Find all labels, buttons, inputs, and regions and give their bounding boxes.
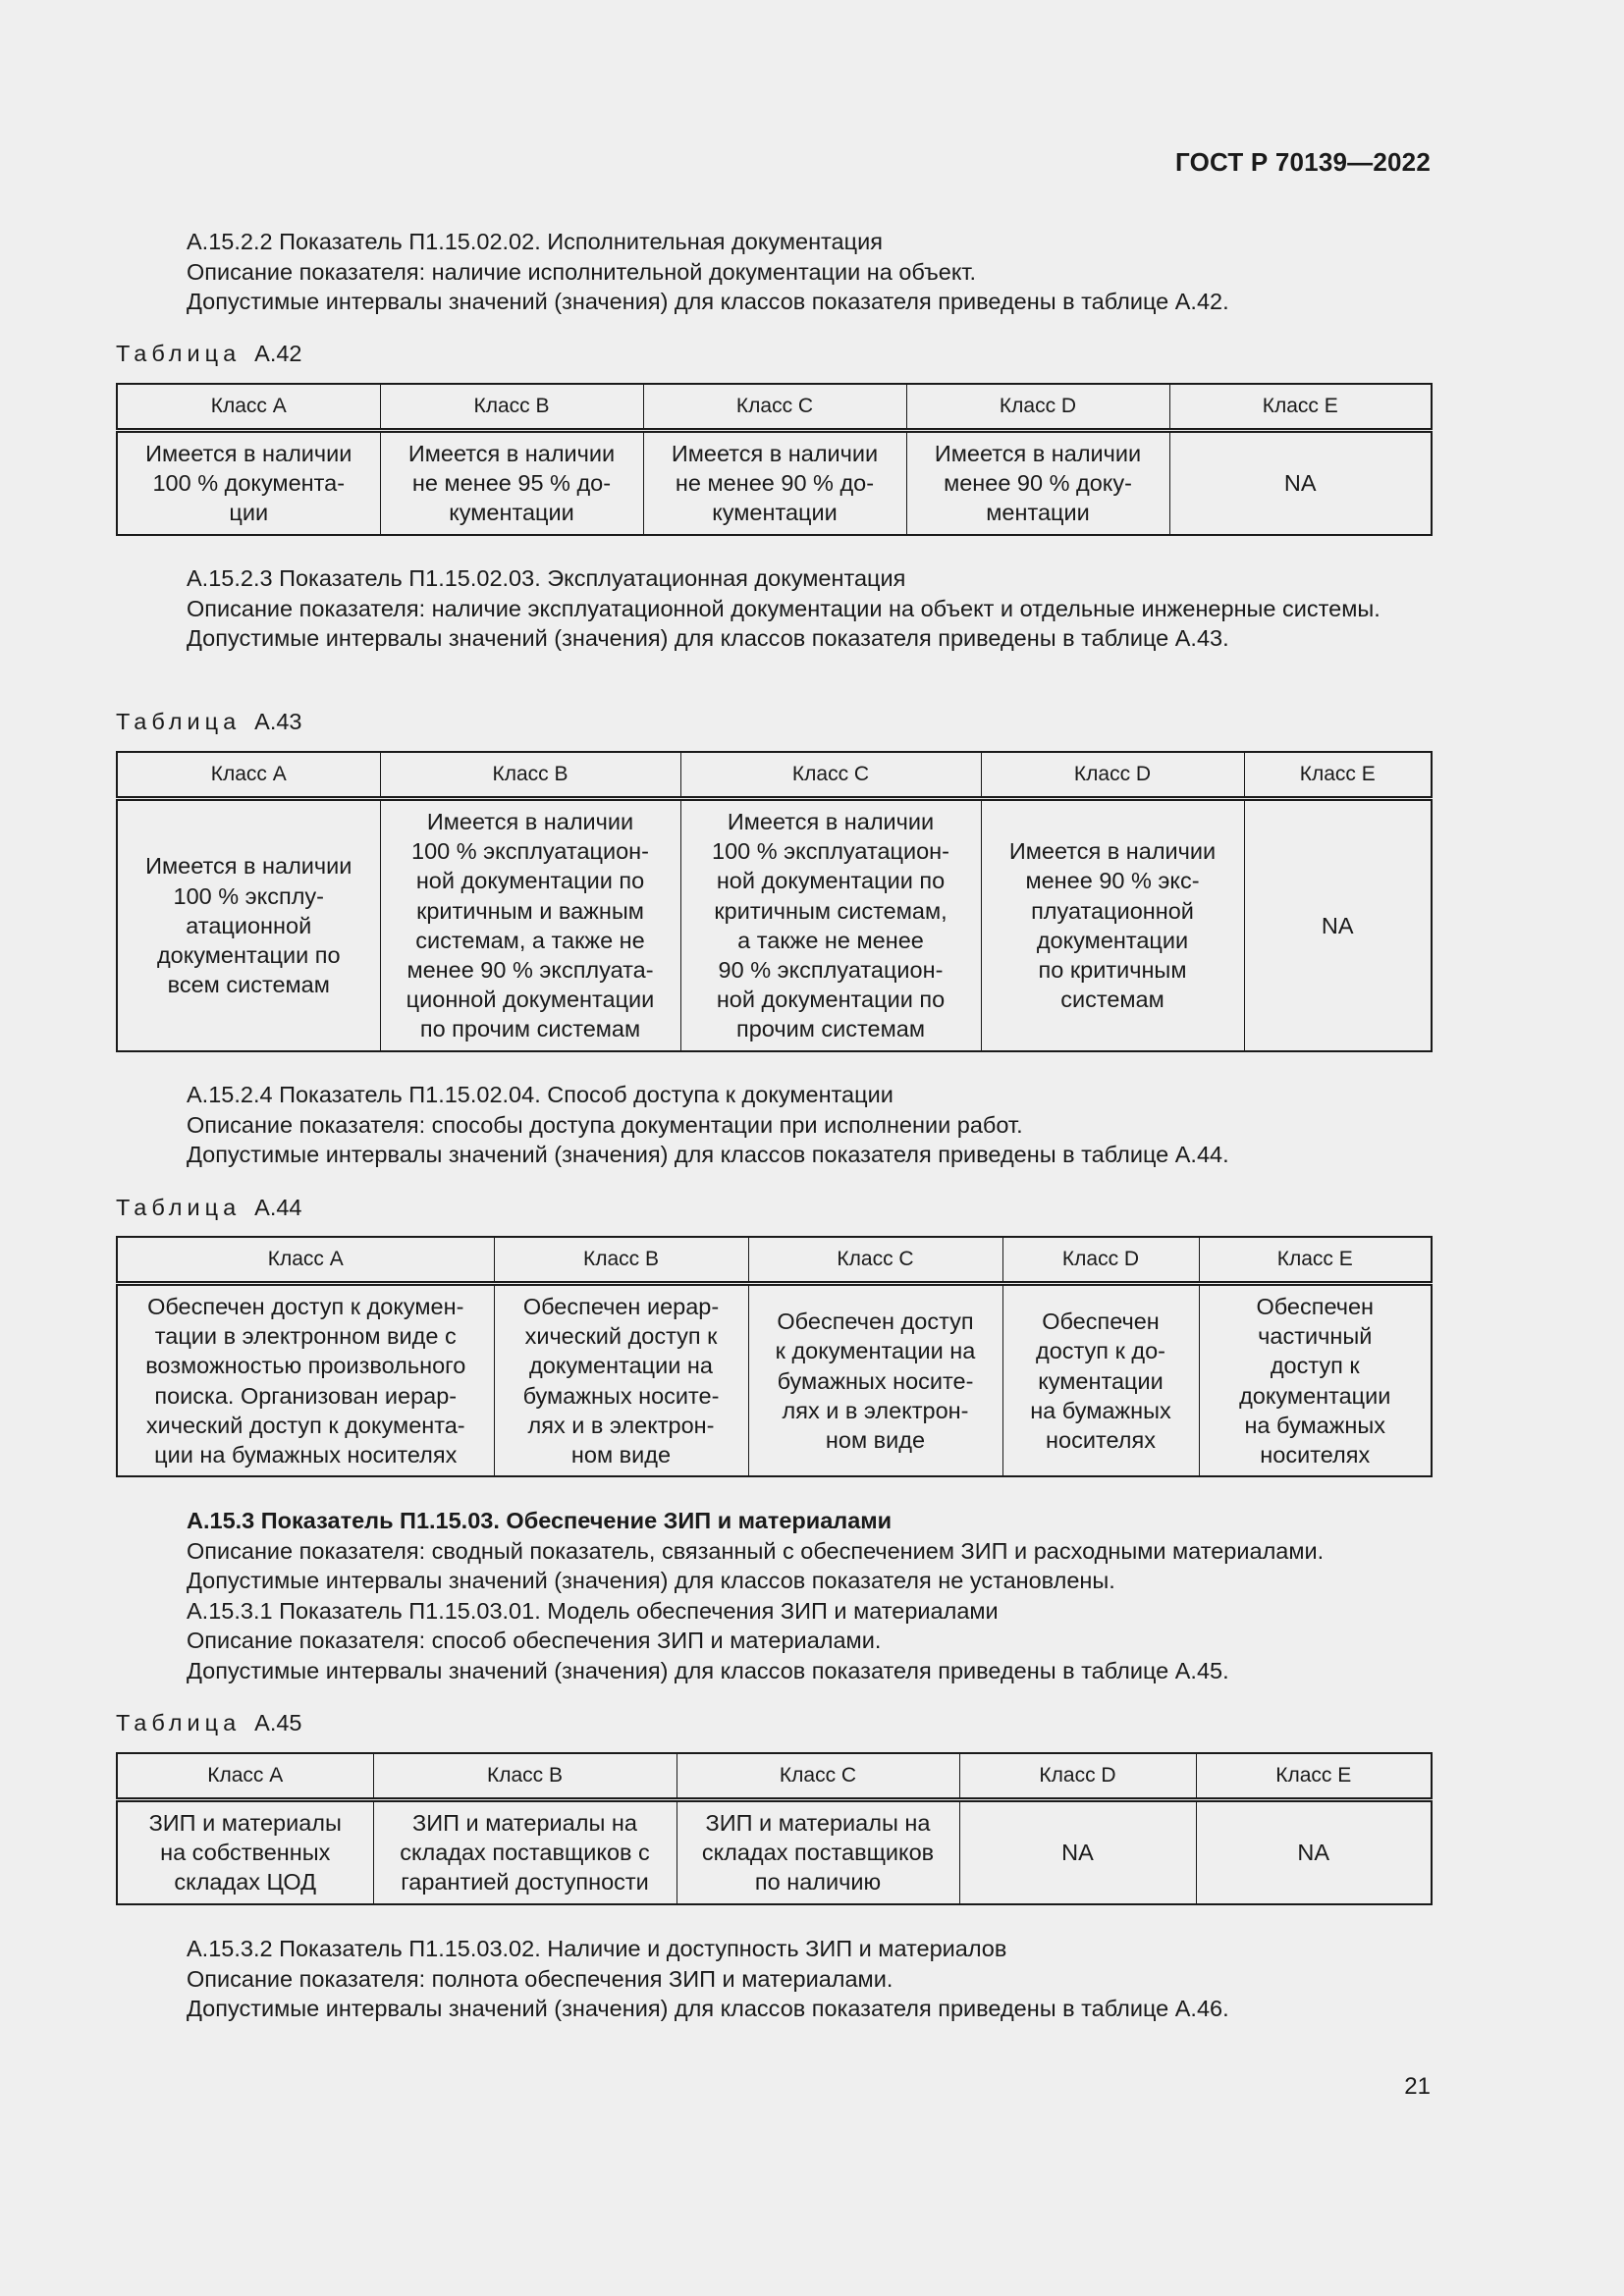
section-a15-2-2 — [116, 227, 1431, 317]
table-header-cell: Класс D — [906, 384, 1169, 431]
table-caption-number: А.45 — [254, 1710, 302, 1735]
table-header-cell: Класс E — [1244, 752, 1432, 799]
section-heading: А.15.3 Показатель П1.15.03. Обеспечение ЗИП и материалами — [187, 1508, 893, 1533]
table-header-cell: Класс E — [1199, 1237, 1432, 1284]
table-cell: NA — [1244, 799, 1432, 1051]
clause-heading: А.15.2.2 Показатель П1.15.02.02. Исполнительная документация — [187, 229, 883, 254]
table-caption-number: А.42 — [254, 341, 302, 366]
section-a15-2-4 — [116, 1080, 1431, 1170]
table-cell: NA — [1169, 431, 1432, 535]
table-a45 — [116, 1752, 1433, 1905]
section-a15-3-2 — [116, 1934, 1431, 2024]
table-cell: Имеется в наличии 100 % документа- ции — [117, 431, 380, 535]
section-a15-2-3 — [116, 563, 1431, 654]
table-header-cell: Класс C — [643, 384, 906, 431]
clause-heading: А.15.2.3 Показатель П1.15.02.03. Эксплуатационная документация — [187, 565, 906, 591]
table-a43 — [116, 751, 1433, 1052]
section-a15-3 — [116, 1506, 1431, 1685]
table-header-cell: Класс C — [677, 1753, 959, 1800]
standard-designation: ГОСТ Р 70139—2022 — [1175, 147, 1431, 177]
clause-reference: Допустимые интервалы значений (значения) для классов показателя приведены в таблице А.46. — [187, 1996, 1229, 2021]
table-header-cell: Класс C — [680, 752, 981, 799]
clause-reference: Допустимые интервалы значений (значения) для классов показателя приведены в таблице А.43. — [187, 625, 1229, 651]
table-cell: Имеется в наличии 100 % эксплуатацион- ной документации по критичным системам, а также не менее 90 % эксплуатацион- ной документации по прочим системам — [680, 799, 981, 1051]
clause-description: Описание показателя: полнота обеспечения ЗИП и материалами. — [187, 1965, 893, 1992]
table-caption-a45 — [116, 1708, 302, 1737]
clause-description: Описание показателя: наличие эксплуатационной документации на объект и отдельные инженерные системы. — [187, 595, 1380, 621]
table-a42 — [116, 383, 1433, 536]
table-header-cell: Класс D — [1002, 1237, 1199, 1284]
clause-description: Описание показателя: наличие исполнительной документации на объект. — [187, 258, 977, 285]
table-caption-word: Таблица — [116, 1195, 242, 1220]
table-row — [117, 799, 1432, 1051]
table-cell: NA — [959, 1800, 1196, 1904]
table-cell: Обеспечен доступ к до- кументации на бумажных носителях — [1002, 1284, 1199, 1477]
table-header-cell: Класс A — [117, 384, 380, 431]
table-caption-number: А.44 — [254, 1195, 302, 1220]
table-header-cell: Класс A — [117, 752, 380, 799]
table-caption-number: А.43 — [254, 709, 302, 734]
clause-heading: А.15.2.4 Показатель П1.15.02.04. Способ доступа к документации — [187, 1082, 893, 1107]
table-header-cell: Класс A — [117, 1753, 373, 1800]
table-cell: Имеется в наличии не менее 90 % до- кументации — [643, 431, 906, 535]
table-caption-word: Таблица — [116, 1710, 242, 1735]
page-number: 21 — [1404, 2073, 1431, 2100]
table-cell: Имеется в наличии менее 90 % экс- плуатационной документации по критичным системам — [981, 799, 1244, 1051]
table-row — [117, 431, 1432, 535]
table-cell: Имеется в наличии 100 % эксплу- атационной документации по всем системам — [117, 799, 380, 1051]
table-header-cell: Класс C — [748, 1237, 1002, 1284]
table-header-cell: Класс E — [1196, 1753, 1432, 1800]
table-header-cell: Класс B — [380, 752, 680, 799]
table-caption-a44 — [116, 1193, 302, 1222]
table-caption-a42 — [116, 339, 302, 368]
table-header-cell: Класс A — [117, 1237, 494, 1284]
table-cell: NA — [1196, 1800, 1432, 1904]
table-cell: Имеется в наличии не менее 95 % до- кументации — [380, 431, 643, 535]
document-page — [116, 0, 1431, 2296]
clause-description: Описание показателя: способы доступа документации при исполнении работ. — [187, 1111, 1023, 1138]
clause-note: Допустимые интервалы значений (значения) для классов показателя не установлены. — [187, 1568, 1115, 1593]
table-caption-a43 — [116, 707, 302, 736]
table-a44 — [116, 1236, 1433, 1477]
clause-reference: Допустимые интервалы значений (значения) для классов показателя приведены в таблице А.45. — [187, 1657, 1229, 1683]
clause-heading: А.15.3.2 Показатель П1.15.03.02. Наличие и доступность ЗИП и материалов — [187, 1936, 1007, 1961]
table-cell: Имеется в наличии 100 % эксплуатацион- ной документации по критичным и важным системам, а также не менее 90 % эксплуата- ционной документации по прочим системам — [380, 799, 680, 1051]
table-cell: Обеспечен частичный доступ к документации на бумажных носителях — [1199, 1284, 1432, 1477]
clause-reference: Допустимые интервалы значений (значения) для классов показателя приведены в таблице А.44. — [187, 1142, 1229, 1167]
table-cell: ЗИП и материалы на собственных складах ЦОД — [117, 1800, 373, 1904]
table-cell: Имеется в наличии менее 90 % доку- ментации — [906, 431, 1169, 535]
table-cell: Обеспечен доступ к документации на бумажных носите- лях и в электрон- ном виде — [748, 1284, 1002, 1477]
table-header-cell: Класс D — [981, 752, 1244, 799]
table-caption-word: Таблица — [116, 341, 242, 366]
table-caption-word: Таблица — [116, 709, 242, 734]
table-cell: ЗИП и материалы на складах поставщиков по наличию — [677, 1800, 959, 1904]
table-cell: Обеспечен доступ к докумен- тации в электронном виде с возможностью произвольного поиска. Организован иерар- хический доступ к документа- ции на бумажных носителях — [117, 1284, 494, 1477]
table-cell: ЗИП и материалы на складах поставщиков с гарантией доступности — [373, 1800, 677, 1904]
clause-heading: А.15.3.1 Показатель П1.15.03.01. Модель обеспечения ЗИП и материалами — [187, 1597, 999, 1624]
table-header-cell: Класс D — [959, 1753, 1196, 1800]
table-header-cell: Класс B — [373, 1753, 677, 1800]
table-cell: Обеспечен иерар- хический доступ к документации на бумажных носите- лях и в электрон- ном виде — [494, 1284, 748, 1477]
table-header-cell: Класс E — [1169, 384, 1432, 431]
table-header-cell: Класс B — [380, 384, 643, 431]
clause-description: Описание показателя: сводный показатель, связанный с обеспечением ЗИП и расходными материалами. — [187, 1537, 1325, 1564]
clause-description: Описание показателя: способ обеспечения ЗИП и материалами. — [187, 1628, 882, 1653]
table-header-cell: Класс B — [494, 1237, 748, 1284]
table-row — [117, 1284, 1432, 1477]
clause-reference: Допустимые интервалы значений (значения) для классов показателя приведены в таблице А.42. — [187, 289, 1229, 314]
table-row — [117, 1800, 1432, 1904]
